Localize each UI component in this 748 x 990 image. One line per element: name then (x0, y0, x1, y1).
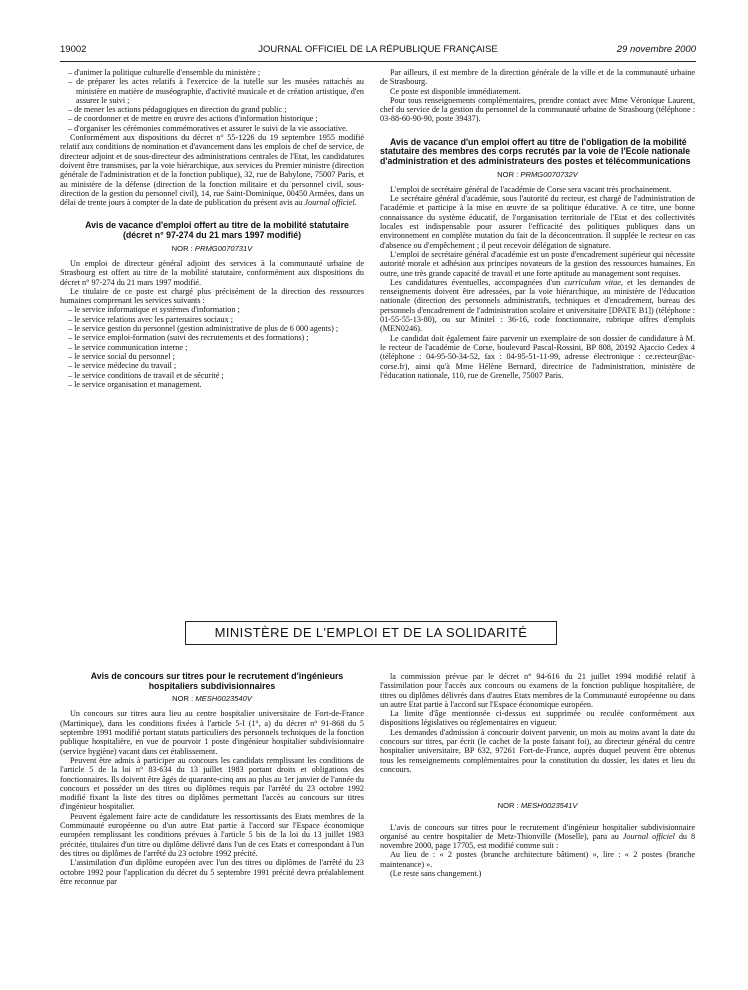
list-item: – le service médecine du travail ; (60, 361, 364, 370)
paragraph: Le titulaire de ce poste est chargé plus précisément de la direction des ressources humaines comprenant les services suivants : (60, 286, 364, 306)
paragraph: Par ailleurs, il est membre de la direction générale de la ville et de la communauté urbaine de Strasbourg. (380, 68, 695, 87)
paragraph-conformement: Conformément aux dispositions du décret n° 55-1226 du 19 septembre 1955 modifié relatif aux conditions de nomination et d'avancement dans les emplois de chef de service, de directeur adjoint et de sous-directeur des administrations centrales de l'Etat, les candidatures doivent être transmises, par la voie hiérarchique, aux services du Premier ministre (direction générale de l'administration et de la fonction publique), 32, rue de Babylone, 75007 Paris, et au ministère de la défense (direction de la fonction militaire et du personnel civil, sous-direction de la gestion du personnel civil), 14, rue Saint-Dominique, 00450 Armées, dans un délai de trente jours à compter de la date de publication du présent avis au Journal officiel. (60, 133, 364, 208)
bottom-left-column (60, 672, 364, 886)
list-item: – le service social du personnel ; (60, 352, 364, 361)
list-item: – de mener les actions pédagogiques en direction du grand public ; (60, 105, 364, 114)
header-rule (60, 61, 696, 62)
running-header (60, 44, 696, 58)
paragraph: Le secrétaire général d'académie, sous l'autorité du recteur, est chargé de l'administration de l'académie et participe à la mise en œuvre de sa politique éducative. A ce titre, une bonne connaissance du système éducatif, de l'organisation territoriale de l'Etat et des collectivités locales est indispensable pour assurer l'efficacité des politiques publiques dans un environnement en complète mutation du fait de la déconcentration. Il supplée le recteur en cas d'absence ou d'empêchement ; il peut recevoir délégation de signature. (380, 194, 695, 250)
list-item: – le service gestion du personnel (gestion administrative de plus de 6 000 agents) ; (60, 324, 364, 333)
paragraph: Un emploi de directeur général adjoint des services à la communauté urbaine de Strasbourg est offert au titre de la mobilité statutaire, conformément aux dispositions du décret n° 97-274 du 21 mars 1997 modifié. (60, 258, 364, 287)
top-right-column (380, 68, 695, 380)
journal-title: JOURNAL OFFICIEL DE LA RÉPUBLIQUE FRANÇAISE (258, 44, 498, 55)
paragraph: L'assimilation d'un diplôme européen avec l'un des titres ou diplômes de l'arrêté du 23 octobre 1992 pour l'application du décret du 5 septembre 1991 précité devra préalablement être reconnue par (60, 858, 364, 886)
list-item: – le service emploi-formation (suivi des recrutements et des formations) ; (60, 333, 364, 342)
list-item: – de coordonner et de mettre en œuvre des actions d'information historique ; (60, 114, 364, 123)
avis-concours-heading: Avis de concours sur titres pour le recrutement d'ingénieurs hospitaliers subdivisionnaires (90, 671, 344, 691)
list-item: – d'animer la politique culturelle d'ensemble du ministère ; (60, 68, 364, 77)
ministry-title-box: MINISTÈRE DE L'EMPLOI ET DE LA SOLIDARITÉ (185, 621, 557, 645)
page-number: 19002 (60, 44, 87, 55)
paragraph: Les candidatures éventuelles, accompagnées d'un curriculum vitae, et les demandes de renseignements doivent être adressées, par la voie hiérarchique, au ministère de l'éducation nationale (direction des personnels administratifs, techniques et d'encadrement, bureau des personnels d'encadrement de l'administration scolaire et universitaire [DPATE B1]) (téléphone : 01-55-55-13-80), ou sur Minitel : 36-16, code fonctionnaire, rubrique offres d'emplois (MEN0246). (380, 277, 696, 334)
paragraph: Peuvent également faire acte de candidature les ressortissants des Etats membres de la Communauté européenne ou d'un autre Etat partie à l'accord sur l'Espace économique européen remplissant les conditions prévues à l'article 5 bis de la loi du 13 juillet 1983 précitée, titulaires d'un titre ou diplôme délivré dans l'un de ces Etats et correspondant à l'un des titres ou diplômes de l'arrêté du 23 octobre 1992 précité. (60, 811, 364, 858)
paragraph: Un concours sur titres aura lieu au centre hospitalier universitaire de Fort-de-France (Martinique), dans les conditions fixées à l'article 5-I (1°, a) du décret n° 91-868 du 5 septembre 1991 modifié portant statuts particuliers des personnels techniques de la fonction publique hospitalière, en vue de pourvoir 1 poste d'ingénieur hospitalier subdivisionnaire (service hygiène) vacant dans cet établissement. (60, 709, 364, 756)
avis-corse-heading: Avis de vacance d'un emploi offert au titre de l'obligation de la mobilité statutaire des membres des corps recrutés par la voie de l'Ecole nationale d'administration et des administrateurs des postes et télécommunications (380, 136, 691, 166)
bottom-right-column (380, 672, 695, 878)
list-item: – le service conditions de travail et de sécurité ; (60, 371, 364, 380)
paragraph: Pour tous renseignements complémentaires, prendre contact avec Mme Véronique Laurent, chef du service de la gestion du personnel de la communauté urbaine de Strasbourg (téléphone : 03-88-60-90-90, poste 39437). (380, 95, 695, 124)
nor-reference: NOR : PRMG0070731V (171, 243, 253, 253)
list-item: – le service organisation et management. (60, 380, 364, 389)
top-left-column (60, 68, 364, 389)
avis-strasbourg-heading: Avis de vacance d'emploi offert au titre de la mobilité statutaire (décret n° 97-274 du 21 mars 1997 modifié) (85, 220, 349, 241)
paragraph: L'emploi de secrétaire général d'académie est un poste d'encadrement supérieur qui nécessite autorité morale et adhésion aux principes novateurs de la gestion des ressources humaines. En outre, une très grande capacité de travail et une forte aptitude au management sont requises. (380, 249, 695, 278)
paragraph: Au lieu de : « 2 postes (branche architecture bâtiment) », lire : « 2 postes (branche maintenance) ». (380, 850, 695, 869)
paragraph: L'avis de concours sur titres pour le recrutement d'ingénieur hospitalier subdivisionnaire organisé au centre hospitalier de Metz-Thionville (Moselle), paru au Journal officiel du 8 novembre 2000, page 17705, est modifié comme suit : (380, 822, 696, 851)
paragraph: L'emploi de secrétaire général de l'académie de Corse sera vacant très prochainement. (390, 184, 672, 194)
list-item: – le service informatique et systèmes d'information ; (60, 305, 364, 314)
services-list (60, 305, 364, 389)
paragraph: Peuvent être admis à participer au concours les candidats remplissant les conditions de l'article 5 de la loi n° 83-634 du 13 juillet 1983 portant droits et obligations des fonctionnaires. Ils doivent être âgés de quarante-cinq ans au plus au 1er janvier de l'année du concours et posséder un des titres ou diplômes requis par l'arrêté du 23 octobre 1992 modifié fixant la liste des titres ou diplômes permettant l'accès au concours sur titres d'ingénieur hospitalier. (60, 755, 364, 812)
nor-reference: NOR : MESH0023540V (172, 694, 252, 704)
list-item: – le service communication interne ; (60, 343, 364, 352)
nor-reference: NOR : MESH0023541V (497, 801, 578, 811)
journal-officiel-ref: Journal officiel. (304, 198, 357, 208)
list-item: – de préparer les actes relatifs à l'exercice de la tutelle sur les musées rattachés au ministère en matière de muséographie, d'activité musicale et de création artistique, d'en assurer le suivi ; (60, 77, 364, 105)
paragraph: La limite d'âge mentionnée ci-dessus est supprimée ou reculée conformément aux dispositions législatives ou réglementaires en vigueur. (380, 709, 695, 728)
paragraph: la commission prévue par le décret n° 94-616 du 21 juillet 1994 modifié relatif à l'assimilation pour l'accès aux concours ou examens de la fonction publique hospitalière, de titres ou diplômes délivrés dans d'autres Etats membres de la Communauté européenne ou dans un autre Etat partie à l'accord sur l'Espace économique européen. (380, 672, 695, 709)
list-item: – le service relations avec les partenaires sociaux ; (60, 315, 364, 324)
paragraph: (Le reste sans changement.) (390, 869, 482, 879)
paragraph: Ce poste est disponible immédiatement. (390, 86, 521, 96)
paragraph: Les demandes d'admission à concourir doivent parvenir, un mois au moins avant la date du concours sur titres, par écrit (le cachet de la poste faisant foi), au directeur général du centre hospitalier universitaire, BP 632, 97261 Fort-de-France, auprès duquel peuvent être obtenus tous les renseignements complémentaires pour la constitution du dossier, les dates et lieu du concours. (380, 727, 695, 774)
issue-date: 29 novembre 2000 (616, 44, 696, 55)
list-item: – d'organiser les cérémonies commémoratives et assurer le suivi de la vie associative. (60, 124, 364, 133)
attributions-list (60, 68, 364, 133)
nor-reference: NOR : PRMG0070732V (497, 169, 578, 179)
paragraph: Le candidat doit également faire parvenir un exemplaire de son dossier de candidature à M. le recteur de l'académie de Corse, boulevard Pascal-Rossini, BP 808, 20192 Ajaccio Cedex 4 (téléphone : 04-95-50-34-52, fax : 04-95-51-11-99, adresse électronique : ce.recteur@ac-corse.fr), ainsi qu'à Mme Hélène Bernard, directrice de l'administration, ministère de l'éducation nationale, 110, rue de Grenelle, 75007 Paris. (380, 333, 695, 380)
